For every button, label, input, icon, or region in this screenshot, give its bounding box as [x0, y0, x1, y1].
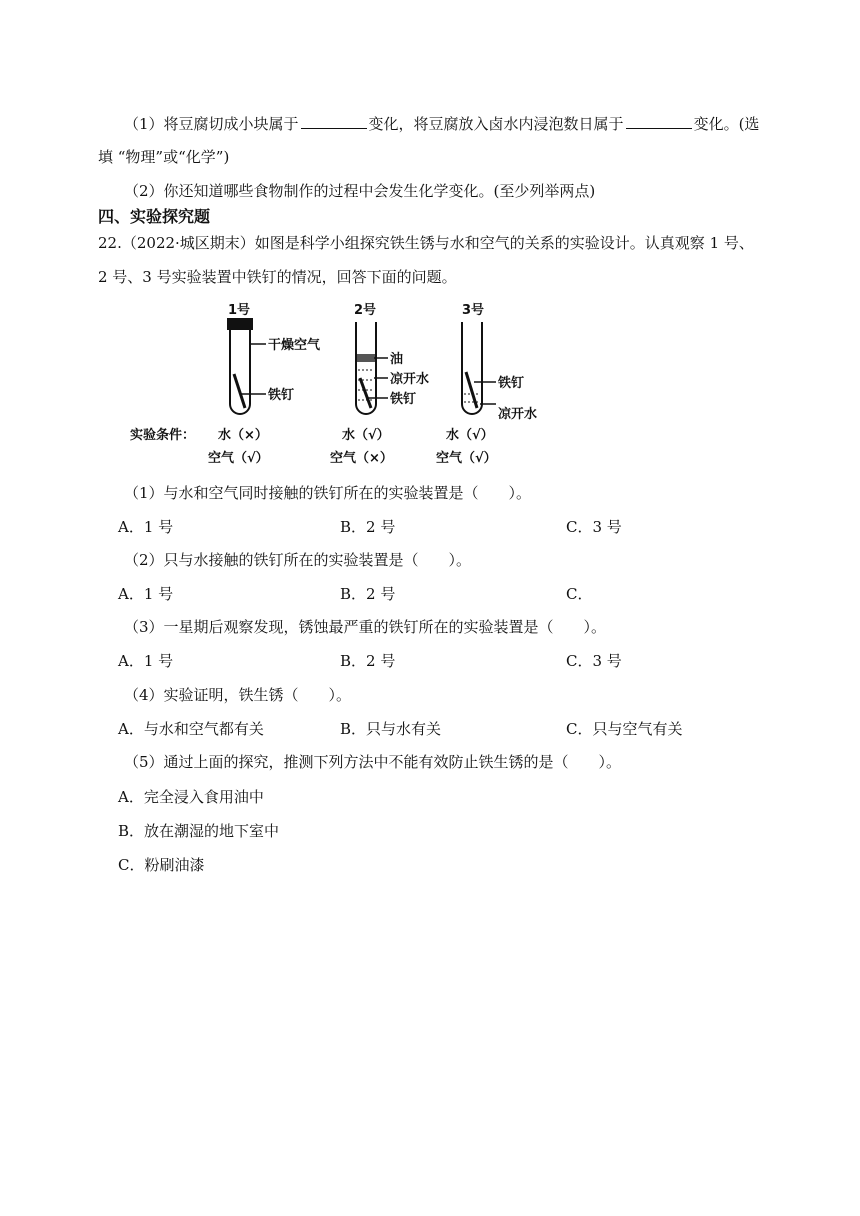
tube2-nail	[360, 378, 371, 408]
q22-sub5-option-a[interactable]: A．完全浸入食用油中	[118, 788, 264, 806]
q22-intro-line2: 2 号、3 号实验装置中铁钉的情况，回答下面的问题。	[98, 268, 457, 286]
answer-blank-2[interactable]	[626, 112, 692, 129]
tube2-water-condition: 水（√）	[342, 428, 390, 443]
tube2-water-label: 凉开水	[390, 372, 430, 387]
q22-sub2-option-c[interactable]: C．	[566, 585, 593, 603]
experiment-figure	[128, 296, 568, 468]
q21-sub1-text-b: 变化，将豆腐放入卤水内浸泡数日属于	[368, 115, 624, 133]
q22-sub2-option-a[interactable]: A．1 号	[118, 585, 174, 603]
q22-sub1-option-c[interactable]: C．3 号	[566, 518, 622, 536]
q22-sub3-option-b[interactable]: B．2 号	[340, 652, 396, 670]
q22-sub4-option-b[interactable]: B．只与水有关	[340, 720, 442, 738]
q22-sub4-option-c[interactable]: C．只与空气有关	[566, 720, 683, 738]
tube1-nail	[234, 374, 245, 408]
tube1-stopper	[227, 318, 253, 330]
tube3-label: 3号	[462, 303, 485, 318]
tube2-air-condition: 空气（×）	[330, 451, 393, 466]
q22-sub1-option-b[interactable]: B．2 号	[340, 518, 396, 536]
tube1-glass	[230, 330, 250, 414]
tube3-nail-label: 铁钉	[498, 376, 525, 391]
q21-sub1-text-c: 变化。(选	[693, 115, 760, 133]
q22-sub3-option-a[interactable]: A．1 号	[118, 652, 174, 670]
answer-blank-1[interactable]	[301, 112, 367, 129]
q22-sub2-stem: （2）只与水接触的铁钉所在的实验装置是（ ）。	[124, 551, 472, 569]
tube1-air-condition: 空气（√）	[208, 451, 269, 466]
q22-sub4-stem: （4）实验证明，铁生锈（ ）。	[124, 686, 352, 704]
q21-sub1-line1	[124, 112, 759, 135]
tube3-air-condition: 空气（√）	[436, 451, 497, 466]
q21-sub1-line2: 填 “物理”或“化学”)	[98, 148, 230, 166]
tube2-nail-label: 铁钉	[390, 392, 417, 407]
tube2-oil-layer	[357, 354, 375, 362]
q21-sub1-text-a: （1）将豆腐切成小块属于	[124, 115, 299, 133]
tube2-oil-label: 油	[390, 352, 404, 367]
q22-sub3-stem: （3）一星期后观察发现，锈蚀最严重的铁钉所在的实验装置是（ ）。	[124, 618, 607, 636]
tube1-dry-air-label: 干燥空气	[268, 338, 321, 353]
q22-intro-line1: 22.（2022·城区期末）如图是科学小组探究铁生锈与水和空气的关系的实验设计。认真观察 1 号、	[98, 234, 754, 252]
tube1-water-condition: 水（×）	[218, 428, 268, 443]
tube2-label: 2号	[354, 303, 377, 318]
q22-sub5-option-c[interactable]: C．粉刷油漆	[118, 856, 205, 874]
q22-sub3-option-c[interactable]: C．3 号	[566, 652, 622, 670]
conditions-label: 实验条件：	[130, 428, 196, 443]
q22-sub2-option-b[interactable]: B．2 号	[340, 585, 396, 603]
q22-sub1-stem: （1）与水和空气同时接触的铁钉所在的实验装置是（ ）。	[124, 484, 532, 502]
q22-sub5-option-b[interactable]: B．放在潮湿的地下室中	[118, 822, 280, 840]
q22-sub4-option-a[interactable]: A．与水和空气都有关	[118, 720, 264, 738]
tube1-nail-label: 铁钉	[268, 388, 295, 403]
q22-sub5-stem: （5）通过上面的探究，推测下列方法中不能有效防止铁生锈的是（ ）。	[124, 753, 622, 771]
tube1-label: 1号	[228, 303, 251, 318]
tube3-glass	[462, 322, 482, 414]
tube3-water-label: 凉开水	[498, 407, 538, 422]
tube3-water-condition: 水（√）	[446, 428, 494, 443]
section-heading: 四、实验探究题	[98, 207, 211, 226]
q21-sub2: （2）你还知道哪些食物制作的过程中会发生化学变化。(至少列举两点)	[124, 182, 596, 200]
q22-sub1-option-a[interactable]: A．1 号	[118, 518, 174, 536]
tube3-nail	[466, 372, 477, 408]
